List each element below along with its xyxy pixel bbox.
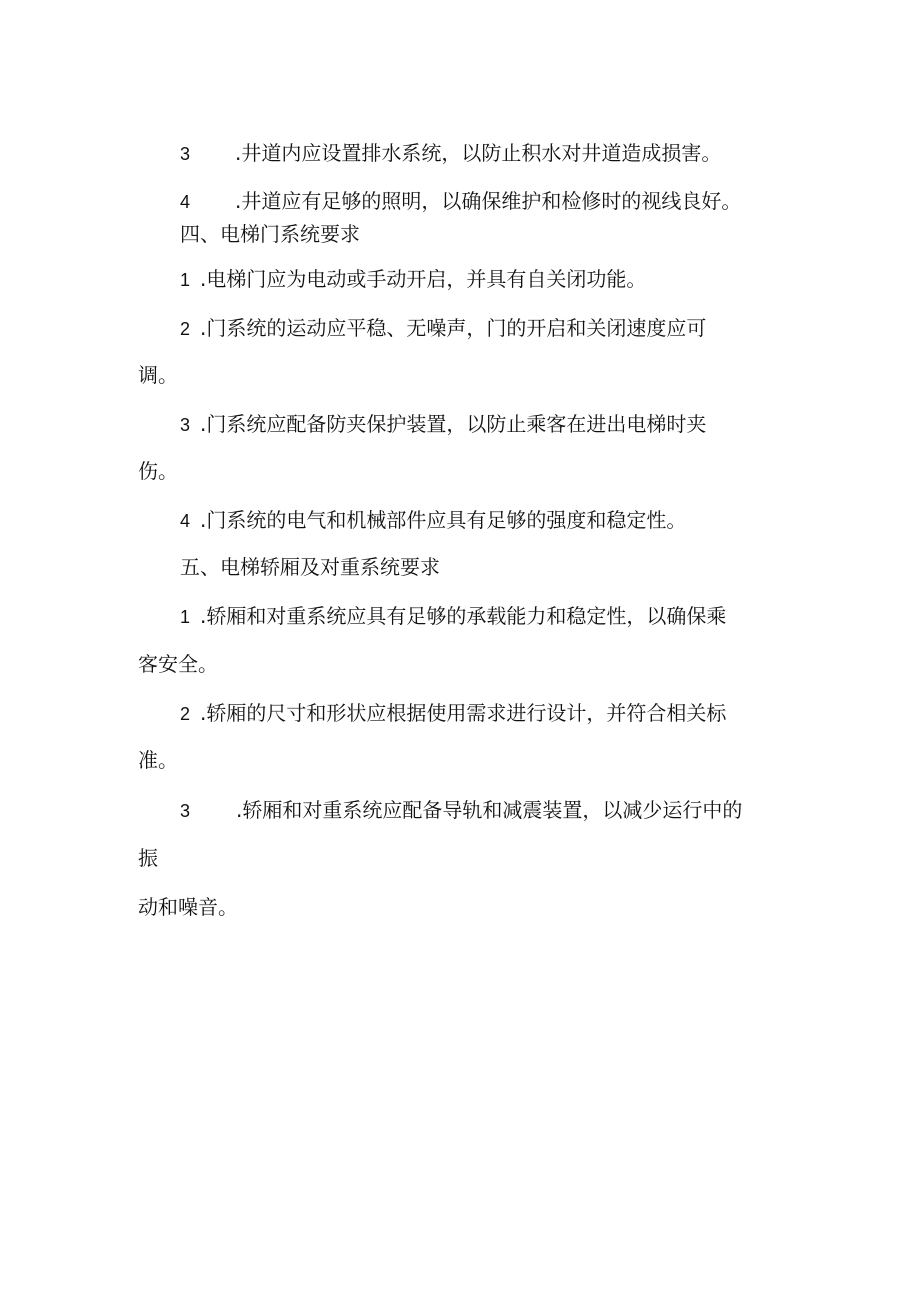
item-text: 动和噪音。	[138, 895, 238, 919]
item-number: 3	[180, 801, 191, 821]
item-number: 3	[180, 415, 191, 435]
continuation-line	[138, 895, 238, 919]
item-text: 伤。	[138, 459, 178, 483]
list-item	[180, 189, 741, 214]
item-text: .门系统应配备防夹保护装置，以防止乘客在进出电梯时夹	[200, 412, 707, 436]
list-item	[180, 604, 726, 629]
section-heading	[180, 222, 360, 246]
item-number: 4	[180, 511, 191, 531]
item-text: .电梯门应为电动或手动开启，并具有自关闭功能。	[200, 267, 647, 291]
item-text: .轿厢和对重系统应具有足够的承载能力和稳定性，以确保乘	[200, 604, 727, 628]
item-text: .轿厢的尺寸和形状应根据使用需求进行设计，并符合相关标	[200, 701, 727, 725]
item-text: 调。	[138, 363, 178, 387]
item-number: 3	[180, 144, 191, 164]
list-item	[180, 316, 706, 341]
item-text: .门系统的运动应平稳、无噪声，门的开启和关闭速度应可	[200, 316, 707, 340]
heading-text: 五、电梯轿厢及对重系统要求	[180, 555, 440, 579]
continuation-line	[138, 459, 178, 483]
list-item	[180, 412, 706, 437]
continuation-line	[138, 748, 178, 772]
item-text: .轿厢和对重系统应配备导轨和减震装置，以减少运行中的	[236, 798, 743, 822]
list-item	[180, 508, 686, 533]
item-number: 1	[180, 270, 191, 290]
item-text: .井道应有足够的照明，以确保维护和检修时的视线良好。	[235, 189, 742, 213]
item-number: 2	[180, 319, 191, 339]
continuation-line	[138, 846, 158, 870]
list-item	[180, 141, 721, 166]
item-number: 1	[180, 607, 191, 627]
list-item	[180, 267, 646, 292]
item-text: 准。	[138, 748, 178, 772]
section-heading	[180, 555, 440, 579]
item-text: .井道内应设置排水系统，以防止积水对井道造成损害。	[235, 141, 722, 165]
continuation-line	[138, 363, 178, 387]
heading-text: 四、电梯门系统要求	[180, 222, 360, 246]
item-text: 客安全。	[138, 652, 218, 676]
item-text: 振	[138, 846, 158, 870]
item-number: 2	[180, 704, 191, 724]
list-item	[180, 701, 726, 726]
item-number: 4	[180, 192, 191, 212]
list-item	[180, 798, 742, 823]
continuation-line	[138, 652, 218, 676]
item-text: .门系统的电气和机械部件应具有足够的强度和稳定性。	[200, 508, 687, 532]
